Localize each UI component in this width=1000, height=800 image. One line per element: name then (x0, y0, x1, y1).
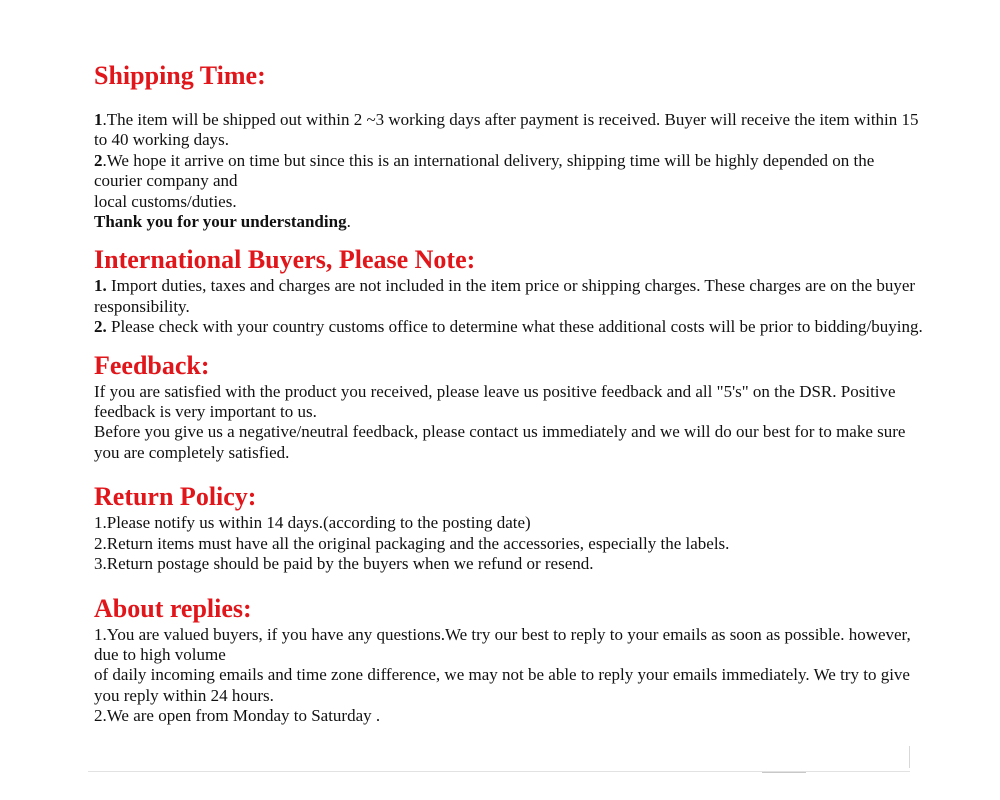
feedback-paragraph-2: Before you give us a negative/neutral feedback, please contact us immediately and we will do our best for to make sure you are completely satisfied. (94, 422, 906, 462)
shipping-p1-text: .The item will be shipped out within 2 ~3 working days after payment is received. Buyer will receive the item within 15 to 40 working days. (94, 110, 919, 150)
replies-paragraph-2: of daily incoming emails and time zone difference, we may not be able to reply your emails immediately. We try to give you reply within 24 hours. (94, 665, 910, 705)
international-p2-number: 2. (94, 317, 107, 337)
replies-heading: About replies: (94, 593, 252, 623)
feedback-section (94, 350, 924, 464)
shipping-heading: Shipping Time: (94, 61, 266, 90)
international-p1-number: 1. (94, 276, 107, 296)
international-heading: International Buyers, Please Note: (94, 245, 476, 275)
shipping-thanks (94, 212, 924, 232)
return-item-2: 2.Return items must have all the original packaging and the accessories, especially the labels. (94, 533, 730, 553)
shipping-section (94, 60, 924, 232)
shipping-thanks-period: . (346, 212, 351, 232)
replies-paragraph-1: 1.You are valued buyers, if you have any questions.We try our best to reply to your emails as soon as possible. however, due to high volume (94, 624, 911, 664)
international-p1-text: Import duties, taxes and charges are not included in the item price or shipping charges. These charges are on the buyer responsibility. (94, 276, 916, 316)
replies-paragraph-3: 2.We are open from Monday to Saturday . (94, 706, 381, 726)
policy-document (94, 60, 924, 727)
footer-mark (762, 772, 806, 773)
corner-tick (909, 746, 910, 768)
return-item-1: 1.Please notify us within 14 days.(according to the posting date) (94, 513, 531, 533)
shipping-p2-text: .We hope it arrive on time but since this is an international delivery, shipping time will be highly depended on the courier company and (94, 150, 875, 191)
feedback-paragraph-1: If you are satisfied with the product you received, please leave us positive feedback and all "5's" on the DSR. Positive feedback is very important to us. (94, 381, 896, 422)
replies-section (94, 593, 924, 727)
shipping-thanks-text: Thank you for your understanding (94, 212, 347, 232)
shipping-paragraph-1 (94, 110, 924, 151)
shipping-paragraph-3: local customs/duties. (94, 191, 237, 211)
international-p2-text: Please check with your country customs office to determine what these additional costs will be prior to bidding/buying. (106, 317, 923, 337)
international-paragraph-2 (94, 317, 924, 337)
shipping-p2-number: 2 (94, 150, 103, 170)
feedback-heading: Feedback: (94, 350, 210, 380)
return-policy-section (94, 481, 924, 574)
international-paragraph-1 (94, 276, 924, 317)
shipping-p1-number: 1 (94, 110, 103, 129)
shipping-paragraph-2 (94, 151, 924, 192)
return-item-3: 3.Return postage should be paid by the buyers when we refund or resend. (94, 554, 594, 574)
international-section (94, 244, 924, 337)
return-policy-heading: Return Policy: (94, 482, 257, 512)
